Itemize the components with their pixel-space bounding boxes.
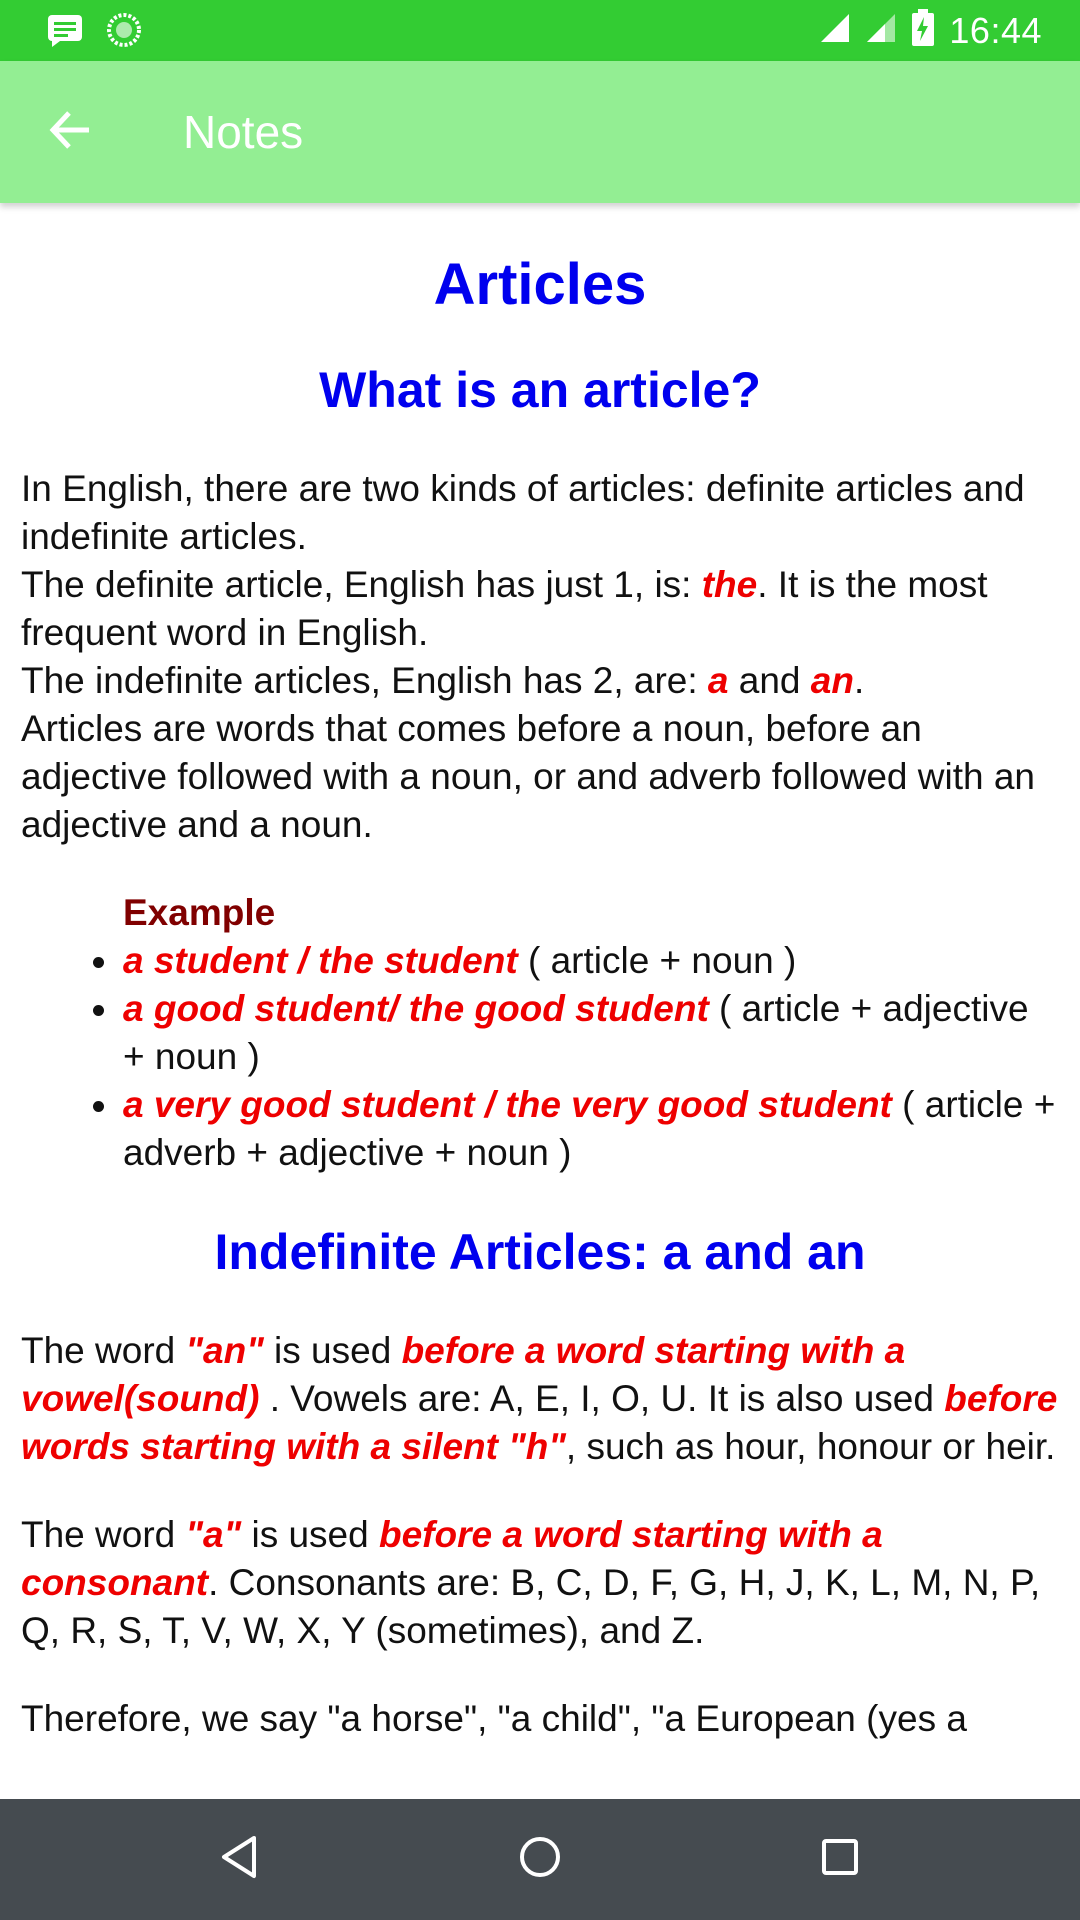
list-item: a good student/ the good student ( article + adjective + noun ) — [123, 985, 1059, 1081]
status-bar — [0, 0, 1080, 61]
example-list — [123, 937, 1059, 1177]
status-time: 16:44 — [949, 9, 1042, 51]
message-icon — [46, 13, 84, 52]
navigation-bar — [0, 1799, 1080, 1920]
status-notifications — [46, 12, 142, 53]
nav-home-button[interactable] — [510, 1829, 570, 1889]
example-title: Example — [123, 892, 276, 933]
page-title: Articles — [433, 252, 647, 317]
status-indicators — [819, 0, 1042, 61]
battery-charging-icon — [911, 9, 935, 52]
app-title: Notes — [183, 106, 304, 158]
section-heading-indefinite-articles: Indefinite Articles: a and an — [214, 1224, 866, 1280]
signal-icon — [865, 12, 897, 49]
signal-icon — [819, 12, 851, 49]
nav-back-button[interactable] — [210, 1829, 270, 1889]
nav-recents-button[interactable] — [810, 1829, 870, 1889]
sync-icon — [106, 12, 142, 53]
back-button[interactable] — [32, 94, 108, 170]
app-bar — [0, 61, 1080, 203]
section-heading-what-is-article: What is an article? — [319, 362, 761, 418]
recents-square-icon — [820, 1837, 860, 1882]
list-item: a student / the student ( article + noun ) — [123, 937, 1059, 985]
paragraph-a: The word "a" is used before a word starting with a consonant. Consonants are: B, C, D, F, G, H, J, K, L, M, N, P, Q, R, S, T, V, W, X, Y (sometimes), and Z. — [21, 1514, 1041, 1651]
intro-paragraph: In English, there are two kinds of articles: definite articles and indefinite articles. The definite article, English has just 1, is: the. It is the most frequent word in English. The indefinite articles, English has 2, are: a and an. Articles are words that comes before a noun, before an adjective followed with a noun, or and adverb followed with an adjective and a noun. — [21, 468, 1036, 845]
list-item: a very good student / the very good student ( article + adverb + adjective + noun ) — [123, 1081, 1059, 1177]
paragraph-therefore: Therefore, we say "a horse", "a child", "a European (yes a — [21, 1698, 967, 1739]
back-triangle-icon — [218, 1834, 262, 1885]
back-arrow-icon — [47, 107, 93, 158]
notes-content[interactable] — [0, 203, 1080, 1799]
home-circle-icon — [518, 1835, 562, 1884]
paragraph-an: The word "an" is used before a word starting with a vowel(sound) . Vowels are: A, E, I, O, U. It is also used before words starting with a silent "h", such as hour, honour or heir. — [21, 1330, 1058, 1467]
example-block — [123, 889, 1059, 1177]
